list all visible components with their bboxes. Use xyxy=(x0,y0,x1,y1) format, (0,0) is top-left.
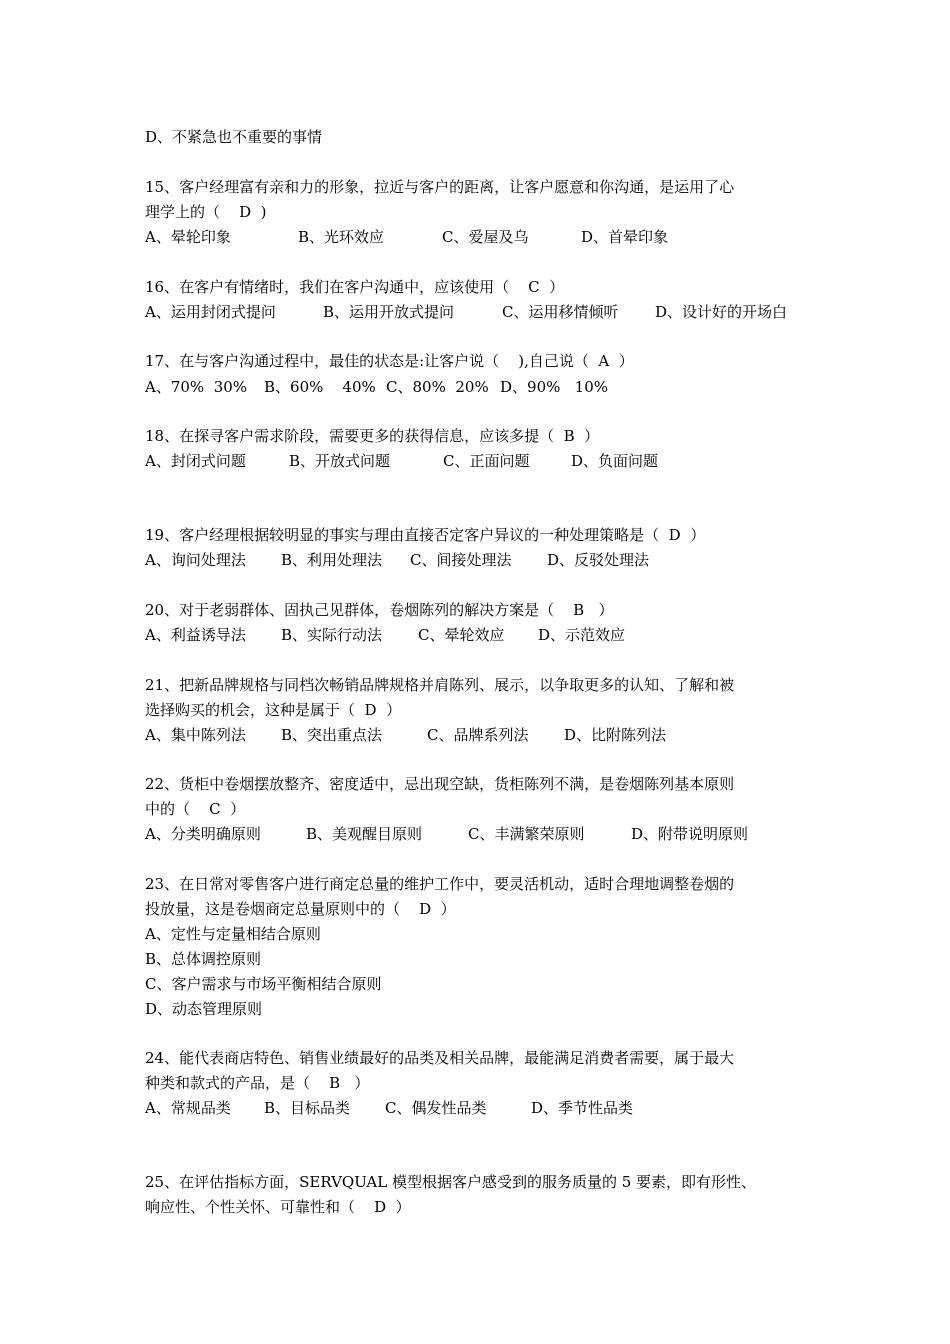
q18-option-a: A、封闭式问题 xyxy=(145,452,246,470)
q20-option-c: C、晕轮效应 xyxy=(418,626,505,644)
q24-option-a: A、常规品类 xyxy=(145,1099,231,1117)
q16-stem-line-1: 16、在客户有情绪时，我们在客户沟通中，应该使用（ C ） xyxy=(145,278,565,296)
q24-stem-line-2: 种类和款式的产品，是（ B ） xyxy=(145,1074,370,1092)
q19-option-d: D、反驳处理法 xyxy=(547,551,650,569)
q16-option-b: B、运用开放式提问 xyxy=(323,303,455,321)
q19-option-b: B、利用处理法 xyxy=(281,551,383,569)
q16-option-c: C、运用移情倾听 xyxy=(502,303,619,321)
q15-stem-line-1: 15、客户经理富有亲和力的形象，拉近与客户的距离，让客户愿意和你沟通，是运用了心 xyxy=(145,178,735,196)
q22-stem-line-1: 22、货柜中卷烟摆放整齐、密度适中，忌出现空缺，货柜陈列不满，是卷烟陈列基本原则 xyxy=(145,775,735,793)
q23-option-c: C、客户需求与市场平衡相结合原则 xyxy=(145,975,382,993)
q23-option-b: B、总体调控原则 xyxy=(145,950,262,968)
q21-option-a: A、集中陈列法 xyxy=(145,726,246,744)
q17-option-c: C、80% 20% xyxy=(386,378,489,396)
q15-option-a: A、晕轮印象 xyxy=(145,228,231,246)
q18-option-b: B、开放式问题 xyxy=(289,452,391,470)
q19-option-c: C、间接处理法 xyxy=(410,551,512,569)
q20-option-d: D、示范效应 xyxy=(538,626,626,644)
q15-stem-line-2: 理学上的（ D ) xyxy=(145,203,267,221)
q17-option-b: B、60% 40% xyxy=(264,378,376,396)
q20-option-b: B、实际行动法 xyxy=(281,626,383,644)
q23-option-d: D、动态管理原则 xyxy=(145,1000,263,1018)
q23-stem-line-1: 23、在日常对零售客户进行商定总量的维护工作中，要灵活机动，适时合理地调整卷烟的 xyxy=(145,875,735,893)
q19-stem-line-1: 19、客户经理根据较明显的事实与理由直接否定客户异议的一种处理策略是（ D ） xyxy=(145,526,706,544)
q21-option-b: B、突出重点法 xyxy=(281,726,383,744)
q17-option-a: A、70% 30% xyxy=(145,378,248,396)
q21-stem-line-1: 21、把新品牌规格与同档次畅销品牌规格并肩陈列、展示，以争取更多的认知、了解和被 xyxy=(145,676,735,694)
q16-option-d: D、设计好的开场白 xyxy=(655,303,788,321)
q25-stem-line-1: 25、在评估指标方面，SERVQUAL 模型根据客户感受到的服务质量的 5 要素，即有形性、 xyxy=(145,1173,757,1191)
q24-option-c: C、偶发性品类 xyxy=(385,1099,487,1117)
q22-option-b: B、美观醒目原则 xyxy=(306,825,423,843)
q22-option-c: C、丰满繁荣原则 xyxy=(468,825,585,843)
q21-option-d: D、比附陈列法 xyxy=(564,726,667,744)
q20-stem-line-1: 20、对于老弱群体、固执己见群体，卷烟陈列的解决方案是（ B ） xyxy=(145,601,614,619)
q18-option-c: C、正面问题 xyxy=(443,452,530,470)
q22-option-d: D、附带说明原则 xyxy=(631,825,749,843)
q23-option-a: A、定性与定量相结合原则 xyxy=(145,925,321,943)
q14-option-d: D、不紧急也不重要的事情 xyxy=(145,128,323,146)
q24-option-d: D、季节性品类 xyxy=(531,1099,634,1117)
q21-option-c: C、品牌系列法 xyxy=(427,726,529,744)
q20-option-a: A、利益诱导法 xyxy=(145,626,246,644)
q25-stem-line-2: 响应性、个性关怀、可靠性和（ D ） xyxy=(145,1198,411,1216)
q24-option-b: B、目标品类 xyxy=(264,1099,351,1117)
q21-stem-line-2: 选择购买的机会，这种是属于（ D ） xyxy=(145,701,402,719)
q15-option-d: D、首晕印象 xyxy=(581,228,669,246)
q23-stem-line-2: 投放量，这是卷烟商定总量原则中的（ D ） xyxy=(145,900,456,918)
q17-option-d: D、90% 10% xyxy=(500,378,609,396)
q18-option-d: D、负面问题 xyxy=(571,452,659,470)
q22-stem-line-2: 中的（ C ） xyxy=(145,800,246,818)
q17-stem-line-1: 17、在与客户沟通过程中，最佳的状态是:让客户说（ ),自己说（ A ） xyxy=(145,352,634,370)
q22-option-a: A、分类明确原则 xyxy=(145,825,261,843)
q15-option-c: C、爱屋及乌 xyxy=(442,228,529,246)
q16-option-a: A、运用封闭式提问 xyxy=(145,303,276,321)
q18-stem-line-1: 18、在探寻客户需求阶段，需要更多的获得信息，应该多提（ B ） xyxy=(145,427,600,445)
q19-option-a: A、询问处理法 xyxy=(145,551,246,569)
q15-option-b: B、光环效应 xyxy=(298,228,385,246)
q24-stem-line-1: 24、能代表商店特色、销售业绩最好的品类及相关品牌，最能满足消费者需要，属于最大 xyxy=(145,1049,735,1067)
